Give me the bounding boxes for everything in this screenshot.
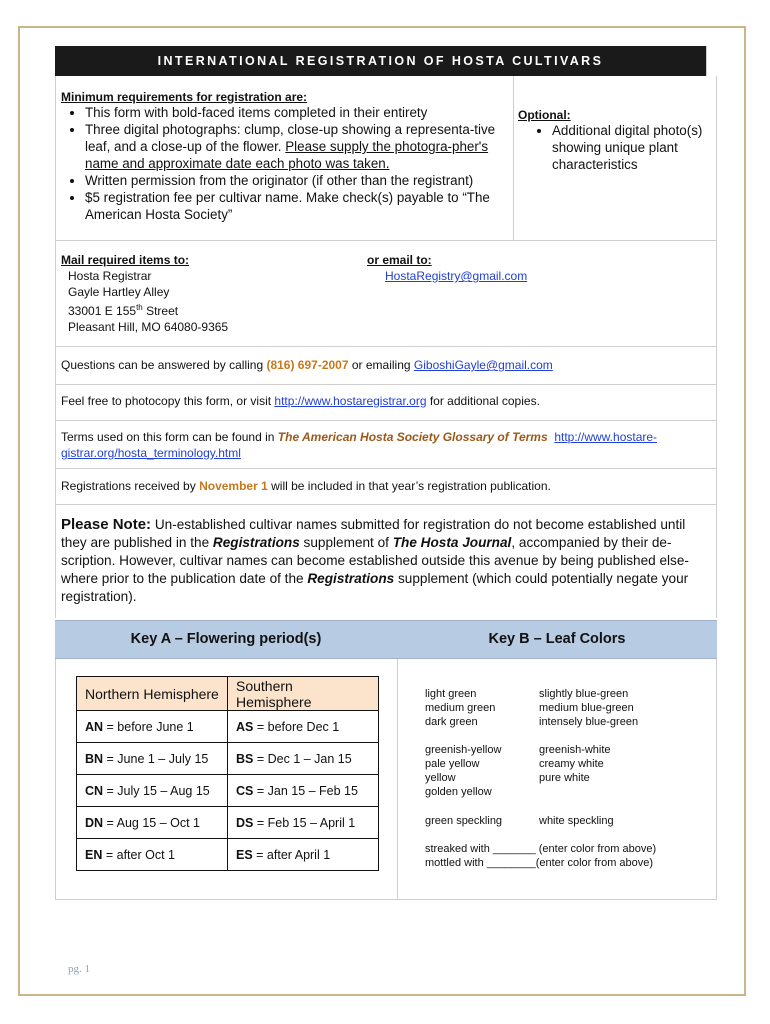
- south-cell: [228, 711, 379, 743]
- leaf-pattern: streaked with _______ (enter color from above): [425, 843, 657, 855]
- leaf-color: green speckling: [425, 815, 503, 827]
- address-line: [68, 300, 361, 319]
- photocopy-text: Feel free to photocopy this form, or visit: [61, 394, 275, 408]
- requirement-item: [85, 121, 511, 172]
- table-row: [77, 775, 379, 807]
- leaf-color: creamy white: [539, 758, 604, 770]
- leaf-color: medium green: [425, 702, 496, 714]
- photocopy-line: [61, 394, 711, 408]
- leaf-colors-group-1-right: [539, 687, 638, 729]
- note-text: supplement (which could potentially negate your registration).: [61, 571, 689, 604]
- key-left-rule: [55, 657, 56, 900]
- table-header-row: [77, 677, 379, 711]
- leaf-color: greenish-yellow: [425, 744, 502, 756]
- address-line: Pleasant Hill, MO 64080-9365: [68, 320, 229, 334]
- key-divider: [397, 620, 398, 900]
- key-a-heading: Key A – Flowering period(s): [130, 631, 322, 647]
- email-heading: or email to:: [367, 253, 432, 267]
- divider: [55, 384, 717, 385]
- right-rule: [716, 76, 717, 618]
- requirements-section: [61, 90, 511, 223]
- leaf-color: pure white: [539, 772, 590, 784]
- leaf-color: dark green: [425, 716, 478, 728]
- table-row: [77, 743, 379, 775]
- title-right-edge: [706, 46, 707, 76]
- photocopy-text: for additional copies.: [426, 394, 540, 408]
- address-line: Gayle Hartley Alley: [68, 285, 170, 299]
- leaf-colors-group-2-right: [539, 743, 611, 785]
- optional-item: • Additional digital photo(s) showing unique plant characteristics: [552, 122, 714, 173]
- requirements-list: [47, 104, 511, 223]
- divider: [55, 468, 717, 469]
- questions-line: [61, 358, 711, 372]
- optional-heading: Optional:: [518, 108, 571, 122]
- north-code: EN: [85, 847, 103, 862]
- mail-heading: Mail required items to:: [61, 253, 190, 267]
- south-code: AS: [236, 719, 254, 734]
- north-range: = Aug 15 – Oct 1: [103, 815, 201, 830]
- south-cell: [228, 839, 379, 871]
- leaf-color: yellow: [425, 772, 456, 784]
- questions-email-link[interactable]: GiboshiGayle@gmail.com: [413, 358, 553, 372]
- north-cell: [77, 807, 228, 839]
- divider: [55, 240, 717, 241]
- requirement-item: • Written permission from the originator (if other than the registrant): [85, 172, 511, 189]
- south-range: = Jan 15 – Feb 15: [253, 783, 358, 798]
- terminology-link[interactable]: http://www.hostare-gistrar.org/hosta_terminology.html: [61, 430, 658, 460]
- north-code: BN: [85, 751, 104, 766]
- key-bottom-rule: [55, 899, 717, 900]
- leaf-pattern-group: [425, 842, 656, 870]
- south-cell: [228, 807, 379, 839]
- south-cell: [228, 775, 379, 807]
- key-right-rule: [716, 657, 717, 900]
- north-code: CN: [85, 783, 104, 798]
- column-header-north: Northern Hemisphere: [77, 677, 228, 711]
- page-number: pg. 1: [68, 963, 90, 975]
- south-code: ES: [236, 847, 253, 862]
- deadline-text: will be included in that year’s registration publication.: [267, 479, 551, 493]
- phone-number: (816) 697-2007: [266, 358, 349, 372]
- keys-header: [55, 620, 717, 659]
- south-range: = Dec 1 – Jan 15: [253, 751, 352, 766]
- leaf-color: medium blue-green: [539, 702, 634, 714]
- north-code: AN: [85, 719, 104, 734]
- please-note: [61, 516, 713, 606]
- note-text: supplement of: [299, 535, 393, 550]
- leaf-pattern: mottled with ________(enter color from above): [425, 857, 654, 869]
- optional-section: [518, 108, 714, 173]
- note-text: , accompanied by their de-scription. However, cultivar names can become established outside this avenue by being published else-where prior to the publication date of the: [61, 535, 689, 586]
- north-cell: [77, 839, 228, 871]
- requirement-text: Three digital photographs: clump, close-up showing a representa-tive leaf, and a close-up of the flower.: [85, 122, 496, 154]
- south-range: = after April 1: [252, 847, 331, 862]
- terms-text: Terms used on this form can be found in: [61, 430, 278, 444]
- divider: [55, 346, 717, 347]
- note-registrations: Registrations: [212, 535, 300, 550]
- address-line: Hosta Registrar: [68, 269, 152, 283]
- leaf-color: white speckling: [539, 815, 614, 827]
- north-range: = June 1 – July 15: [103, 751, 209, 766]
- glossary-title: The American Hosta Society Glossary of Terms: [277, 430, 548, 444]
- south-code: BS: [236, 751, 254, 766]
- address-sup: th: [136, 303, 143, 312]
- note-label: Please Note:: [61, 516, 152, 533]
- south-range: = before Dec 1: [253, 719, 340, 734]
- north-range: = before June 1: [103, 719, 194, 734]
- address-street-number: 33001 E 155: [68, 304, 137, 318]
- table-row: [77, 839, 379, 871]
- leaf-color: intensely blue-green: [539, 716, 639, 728]
- north-cell: [77, 743, 228, 775]
- leaf-colors-group-1-left: [425, 687, 495, 729]
- note-registrations: Registrations: [307, 571, 395, 586]
- north-code: DN: [85, 815, 104, 830]
- questions-text: Questions can be answered by calling: [61, 358, 267, 372]
- registrar-site-link[interactable]: http://www.hostaregistrar.org: [274, 394, 427, 408]
- south-code: DS: [236, 815, 254, 830]
- registry-email-link[interactable]: HostaRegistry@gmail.com: [385, 269, 528, 283]
- leaf-color: slightly blue-green: [539, 688, 629, 700]
- questions-text: or emailing: [348, 358, 414, 372]
- requirement-text-underlined: Please supply the photogra-pher's name and approximate date each photo was taken.: [85, 139, 489, 171]
- south-code: CS: [236, 783, 254, 798]
- column-header-south: Southern Hemisphere: [228, 677, 379, 711]
- flowering-period-table: [76, 676, 379, 871]
- optional-list: [518, 122, 714, 173]
- south-cell: [228, 743, 379, 775]
- requirement-item: • This form with bold-faced items completed in their entirety: [85, 104, 511, 121]
- leaf-color: pale yellow: [425, 758, 480, 770]
- north-cell: [77, 711, 228, 743]
- leaf-color: greenish-white: [539, 744, 611, 756]
- north-range: = July 15 – Aug 15: [103, 783, 210, 798]
- address-street-name: Street: [142, 304, 179, 318]
- note-text: Un-established cultivar names submitted for registration do not become established until they are published in the: [61, 517, 686, 550]
- deadline-text: Registrations received by: [61, 479, 200, 493]
- deadline-date: November 1: [199, 479, 268, 493]
- key-b-heading: Key B – Leaf Colors: [488, 631, 626, 647]
- mail-section: [61, 252, 361, 335]
- leaf-color: light green: [425, 688, 477, 700]
- table-row: [77, 807, 379, 839]
- table-row: [77, 711, 379, 743]
- note-journal: The Hosta Journal: [392, 535, 512, 550]
- divider: [55, 504, 717, 505]
- deadline-line: [61, 479, 711, 493]
- terms-line: [61, 429, 713, 461]
- mail-address: [61, 268, 361, 335]
- leaf-colors-group-2-left: [425, 743, 501, 799]
- north-range: = after Oct 1: [102, 847, 175, 862]
- divider: [55, 420, 717, 421]
- requirement-item: • $5 registration fee per cultivar name. Make check(s) payable to “The American Hosta Society”: [85, 189, 511, 223]
- north-cell: [77, 775, 228, 807]
- email-section: [367, 252, 667, 284]
- requirements-heading: Minimum requirements for registration are:: [61, 90, 308, 104]
- optional-divider: [513, 76, 514, 241]
- south-range: = Feb 15 – April 1: [253, 815, 356, 830]
- form-title: INTERNATIONAL REGISTRATION OF HOSTA CULTIVARS: [55, 46, 706, 76]
- leaf-color: golden yellow: [425, 786, 492, 798]
